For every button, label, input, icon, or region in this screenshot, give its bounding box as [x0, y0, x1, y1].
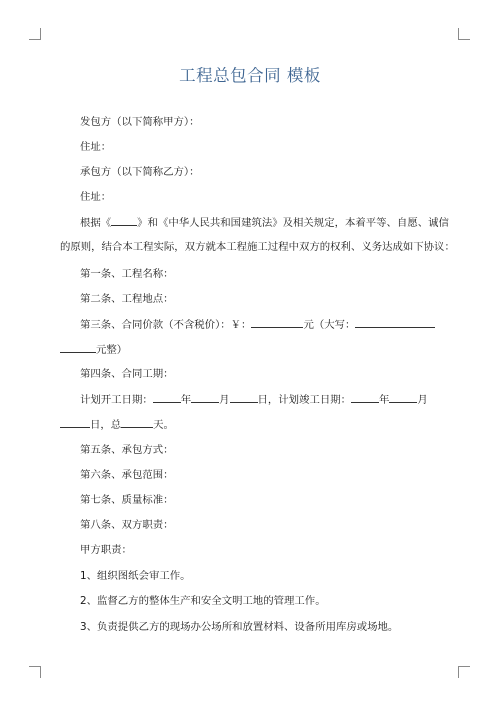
start-month-blank[interactable]	[191, 392, 219, 403]
price-label: 第三条、合同价款（不含税价）：￥：	[80, 319, 252, 331]
crop-mark-bottom-left	[29, 666, 41, 678]
basis-line-2: 的原则，结合本工程实际，双方就本工程施工过程中双方的权利、义务达成如下协议：	[60, 241, 455, 253]
month-label: 月	[219, 394, 230, 406]
basis-text-start: 根据《	[80, 217, 112, 229]
price-blank[interactable]	[251, 317, 303, 328]
end-year-blank[interactable]	[351, 392, 379, 403]
start-year-blank[interactable]	[153, 392, 181, 403]
blank-field[interactable]	[111, 215, 137, 226]
month-label-2: 月	[417, 394, 428, 406]
party-b-address: 住址：	[80, 191, 112, 203]
days-label: 天。	[153, 419, 174, 431]
schedule-line-1	[80, 392, 428, 407]
crop-mark-bottom-right	[458, 666, 470, 678]
article-3	[80, 317, 435, 332]
end-day-blank[interactable]	[60, 417, 90, 428]
price-words-blank-2[interactable]	[60, 342, 96, 353]
end-month-blank[interactable]	[389, 392, 417, 403]
crop-mark-top-right	[458, 28, 470, 40]
duty-item-2: 2、监督乙方的整体生产和安全文明工地的管理工作。	[80, 595, 326, 607]
duty-item-1: 1、组织图纸会审工作。	[80, 570, 191, 582]
party-a-line: 发包方（以下简称甲方）：	[80, 116, 200, 128]
party-a-duties-heading: 甲方职责：	[80, 544, 132, 556]
article-1: 第一条、工程名称：	[80, 268, 174, 280]
party-b-line: 承包方（以下简称乙方）：	[80, 166, 200, 178]
start-day-blank[interactable]	[230, 392, 258, 403]
price-words-label: 元（大写：	[303, 319, 356, 331]
price-words-blank[interactable]	[355, 317, 435, 328]
party-a-address: 住址：	[80, 141, 112, 153]
article-6: 第六条、承包范围：	[80, 469, 174, 481]
article-4: 第四条、合同工期：	[80, 368, 174, 380]
basis-text-end: 》和《中华人民共和国建筑法》及相关规定，本着平等、自愿、诚信	[137, 217, 449, 229]
start-date-label: 计划开工日期：	[80, 394, 153, 406]
price-end: 元整）	[96, 344, 128, 356]
article-7: 第七条、质量标准：	[80, 494, 174, 506]
document-title: 工程总包合同 模板	[179, 66, 321, 85]
article-8: 第八条、双方职责：	[80, 519, 174, 531]
schedule-line-2	[60, 417, 174, 432]
end-date-label: 日，计划竣工日期：	[257, 394, 352, 406]
price-continued	[60, 342, 127, 357]
duty-item-3: 3、负责提供乙方的现场办公场所和放置材料、设备所用库房或场地。	[80, 621, 399, 633]
year-label: 年	[180, 394, 192, 406]
total-days-blank[interactable]	[121, 417, 153, 428]
crop-mark-top-left	[29, 28, 41, 40]
year-label-2: 年	[379, 394, 390, 406]
total-label: 日，总	[90, 419, 122, 431]
basis-line-1	[80, 215, 449, 230]
article-2: 第二条、工程地点：	[80, 293, 174, 305]
article-5: 第五条、承包方式：	[80, 444, 174, 456]
